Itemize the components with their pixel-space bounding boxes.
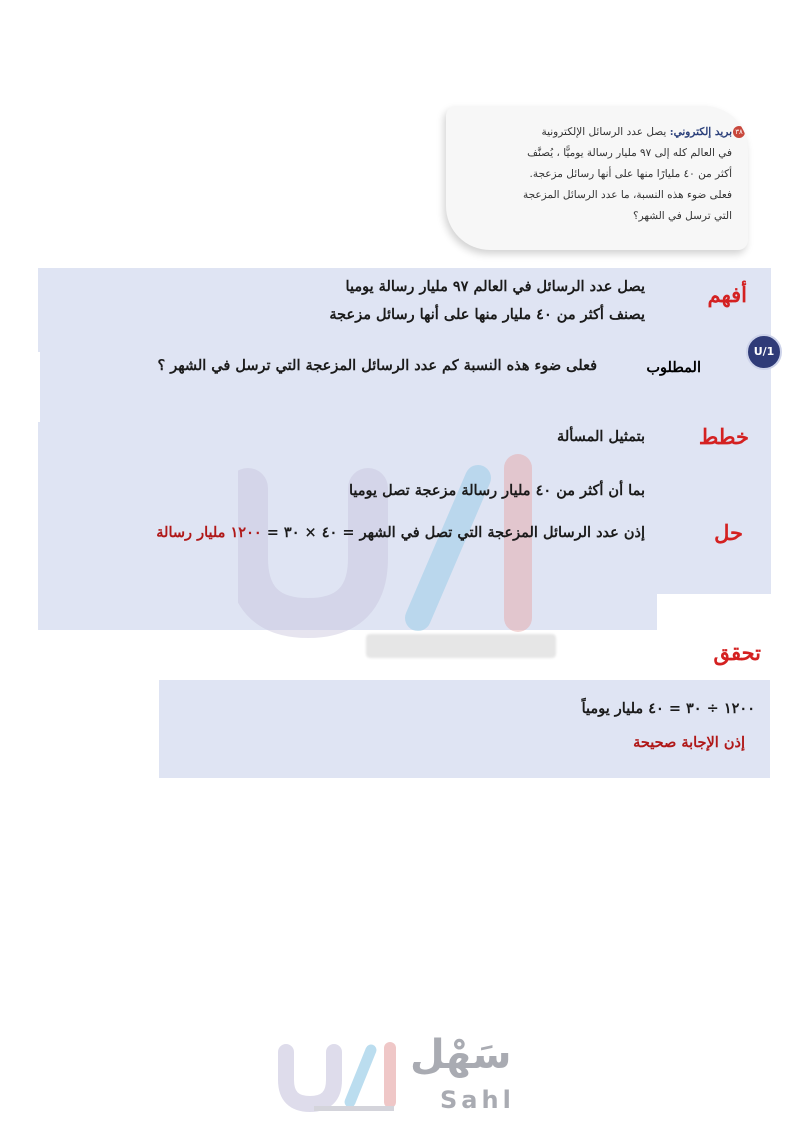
brand-avatar-icon: U/1 bbox=[746, 334, 782, 370]
problem-term: بريد إلكتروني: bbox=[669, 126, 732, 138]
check-line-2: إذن الإجابة صحيحة bbox=[633, 734, 745, 751]
required-label: المطلوب bbox=[646, 359, 701, 376]
solve-result: ١٢٠٠ مليار رسالة bbox=[156, 524, 262, 541]
problem-line-1: يصل عدد الرسائل الإلكترونية bbox=[541, 126, 667, 138]
sahl-latin: Sahl bbox=[440, 1086, 515, 1114]
check-panel bbox=[159, 680, 770, 778]
watermark-shadow bbox=[366, 634, 556, 658]
solve-equation: إذن عدد الرسائل المزعجة التي تصل في الشهر = ٤٠ × ٣٠ = bbox=[266, 524, 645, 541]
understand-label: أفهم bbox=[707, 282, 747, 307]
plan-label: خطط bbox=[698, 424, 749, 449]
understand-line-2: يصنف أكثر من ٤٠ مليار منها على أنها رسائل مزعجة bbox=[329, 306, 645, 323]
solve-line-2 bbox=[156, 524, 645, 541]
problem-text bbox=[482, 122, 732, 227]
panel-gap bbox=[657, 594, 771, 630]
panel-notch bbox=[38, 352, 40, 422]
problem-card bbox=[446, 106, 748, 250]
problem-line-4: فعلى ضوء هذه النسبة، ما عدد الرسائل المزعجة bbox=[522, 189, 732, 201]
check-label: تحقق bbox=[713, 640, 761, 665]
problem-line-5: التي ترسل في الشهر؟ bbox=[633, 210, 732, 222]
sahl-arabic: سَهْل bbox=[410, 1032, 512, 1078]
required-text: فعلى ضوء هذه النسبة كم عدد الرسائل المزعجة التي ترسل في الشهر ؟ bbox=[157, 357, 597, 374]
watermark-logo-icon bbox=[238, 448, 558, 648]
understand-line-1: يصل عدد الرسائل في العالم ٩٧ مليار رسالة يوميا bbox=[345, 278, 645, 295]
sahl-logo-icon bbox=[276, 1042, 406, 1112]
problem-line-2: في العالم كله إلى ٩٧ مليار رسالة يوميًّا ، يُصنَّف bbox=[527, 147, 732, 159]
check-line-1: ١٢٠٠ ÷ ٣٠ = ٤٠ مليار يومياً bbox=[581, 700, 755, 717]
problem-number: ٣٨ bbox=[733, 126, 745, 138]
solve-line-1: بما أن أكثر من ٤٠ مليار رسالة مزعجة تصل يوميا bbox=[348, 482, 645, 499]
solve-label: حل bbox=[714, 520, 743, 545]
problem-line-3: أكثر من ٤٠ مليارًا منها على أنها رسائل مزعجة. bbox=[529, 168, 732, 180]
plan-text: بتمثيل المسألة bbox=[557, 428, 645, 445]
